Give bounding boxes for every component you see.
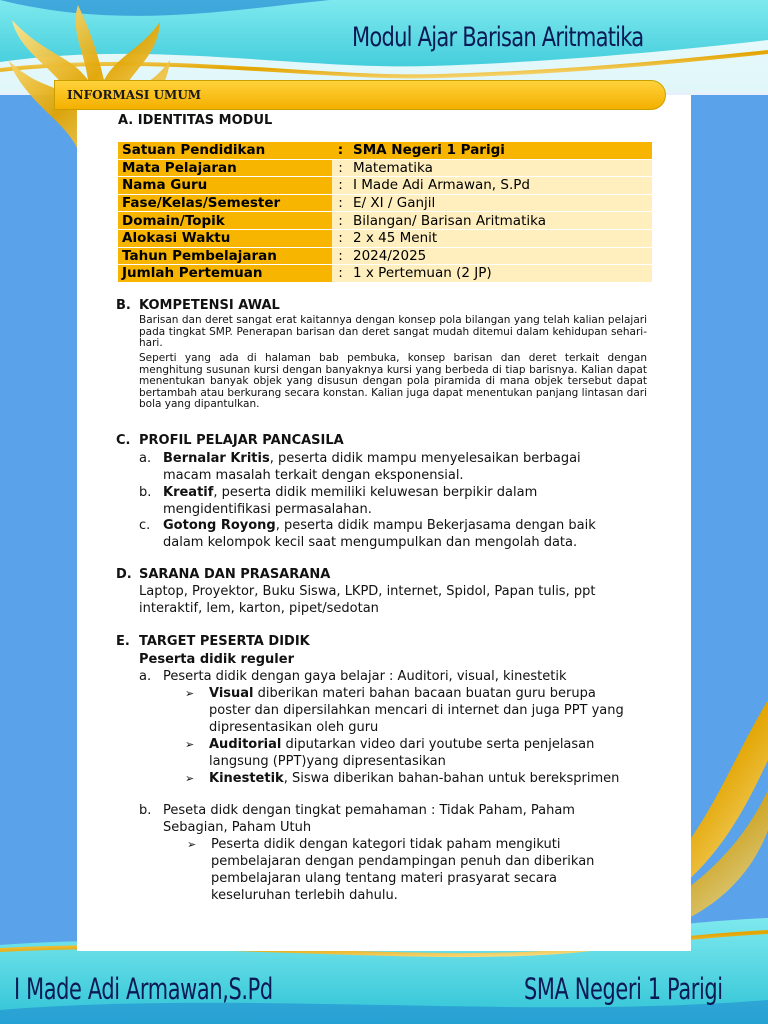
identitas-separator: : (332, 265, 349, 282)
target-item-a: a. Peserta didik dengan gaya belajar : Auditori, visual, kinestetik (139, 669, 567, 684)
pemahaman-line-2: pembelajaran dengan pendampingan penuh dan diberikan (211, 854, 595, 869)
profil-item-line-2: mengidentifikasi permasalahan. (163, 502, 372, 517)
identitas-row (118, 177, 652, 194)
identitas-value: SMA Negeri 1 Parigi (349, 142, 652, 159)
identitas-key: Alokasi Waktu (118, 230, 332, 247)
identitas-row (118, 160, 652, 177)
pemahaman-line-4: keseluruhan terlebih dahulu. (211, 888, 398, 903)
sarana-line-1: Laptop, Proyektor, Buku Siswa, LKPD, internet, Spidol, Papan tulis, ppt (139, 584, 596, 599)
identitas-heading: A. IDENTITAS MODUL (118, 113, 273, 128)
arrow-bullet-icon: ➢ (187, 838, 197, 851)
visual-line-2: poster dan dipersilahkan mencari di internet dan juga PPT yang (209, 703, 624, 718)
identitas-key: Mata Pelajaran (118, 160, 332, 177)
visual-bullet: ➢ Visual diberikan materi bahan bacaan buatan guru berupa (185, 686, 596, 701)
identitas-row (118, 142, 652, 159)
identitas-separator: : (332, 212, 349, 229)
pemahaman-bullet: ➢ Peserta didik dengan kategori tidak paham mengikuti (187, 837, 561, 852)
identitas-key: Domain/Topik (118, 212, 332, 229)
identitas-value: 2 x 45 Menit (349, 230, 652, 247)
sarana-line-2: interaktif, lem, karton, pipet/sedotan (139, 601, 379, 616)
profil-item: b. Kreatif, peserta didik memiliki keluwesan berpikir dalam (139, 485, 538, 500)
arrow-bullet-icon: ➢ (185, 738, 195, 751)
identitas-value: Bilangan/ Barisan Aritmatika (349, 212, 652, 229)
section-banner-label: INFORMASI UMUM (67, 88, 202, 102)
identitas-separator: : (332, 142, 349, 159)
identitas-value: I Made Adi Armawan, S.Pd (349, 177, 652, 194)
identitas-row (118, 195, 652, 212)
kompetensi-heading: B. KOMPETENSI AWAL (116, 298, 280, 313)
target-subheading: Peserta didik reguler (139, 652, 294, 667)
visual-line-3: dipresentasikan oleh guru (209, 720, 379, 735)
auditorial-bullet: ➢ Auditorial diputarkan video dari youtube serta penjelasan (185, 737, 595, 752)
target-item-b: b. Peseta didk dengan tingkat pemahaman : Tidak Paham, Paham (139, 803, 575, 818)
profil-item-line-2: macam masalah terkait dengan eksponensial. (163, 468, 464, 483)
identitas-value: 2024/2025 (349, 248, 652, 265)
kinestetik-bullet: ➢ Kinestetik, Siswa diberikan bahan-bahan untuk bereksprimen (185, 771, 620, 786)
identitas-row (118, 230, 652, 247)
profil-item-line-2: dalam kelompok kecil saat mengumpulkan dan mengolah data. (163, 535, 578, 550)
identitas-separator: : (332, 160, 349, 177)
target-item-b-line-2: Sebagian, Paham Utuh (163, 820, 312, 835)
identitas-table (118, 141, 652, 283)
auditorial-line-2: langsung (PPT)yang dipresentasikan (209, 754, 446, 769)
target-heading: E. TARGET PESERTA DIDIK (116, 634, 310, 649)
identitas-key: Jumlah Pertemuan (118, 265, 332, 282)
identitas-separator: : (332, 177, 349, 194)
profil-item: a. Bernalar Kritis, peserta didik mampu menyelesaikan berbagai (139, 451, 581, 466)
arrow-bullet-icon: ➢ (185, 687, 195, 700)
identitas-key: Satuan Pendidikan (118, 142, 332, 159)
identitas-key: Tahun Pembelajaran (118, 248, 332, 265)
identitas-value: E/ XI / Ganjil (349, 195, 652, 212)
identitas-separator: : (332, 230, 349, 247)
identitas-row (118, 212, 652, 229)
identitas-row (118, 265, 652, 282)
page-title: Modul Ajar Barisan Aritmatika (352, 22, 644, 53)
arrow-bullet-icon: ➢ (185, 772, 195, 785)
kompetensi-paragraph-2: Seperti yang ada di halaman bab pembuka, konsep barisan dan deret terkait dengan menghitung susunan kursi dengan banyaknya kursi yang berbeda di tiap barisnya. Kalian dapat menentukan banyak objek yang disusun dengan pola piramida di mana objek tersebut dapat bertambah atau berkurang secara konstan. Kalian juga dapat menentukan panjang lintasan dari bola yang dipantulkan. (139, 352, 647, 411)
identitas-value: 1 x Pertemuan (2 JP) (349, 265, 652, 282)
identitas-separator: : (332, 195, 349, 212)
pemahaman-line-3: pembelajaran ulang tentang materi prasyarat secara (211, 871, 558, 886)
section-banner (54, 80, 666, 110)
sarana-heading: D. SARANA DAN PRASARANA (116, 567, 331, 582)
profil-heading: C. PROFIL PELAJAR PANCASILA (116, 433, 344, 448)
profil-item: c. Gotong Royong, peserta didik mampu Bekerjasama dengan baik (139, 518, 596, 533)
identitas-separator: : (332, 248, 349, 265)
identitas-row (118, 248, 652, 265)
identitas-key: Fase/Kelas/Semester (118, 195, 332, 212)
footer-school: SMA Negeri 1 Parigi (524, 972, 723, 1006)
identitas-key: Nama Guru (118, 177, 332, 194)
identitas-value: Matematika (349, 160, 652, 177)
footer-author: I Made Adi Armawan,S.Pd (14, 972, 273, 1006)
kompetensi-paragraph-1: Barisan dan deret sangat erat kaitannya dengan konsep pola bilangan yang telah kalian pelajari pada tingkat SMP. Penerapan barisan dan deret sangat mudah ditemui dalam kehidupan sehari-hari. (139, 314, 647, 350)
